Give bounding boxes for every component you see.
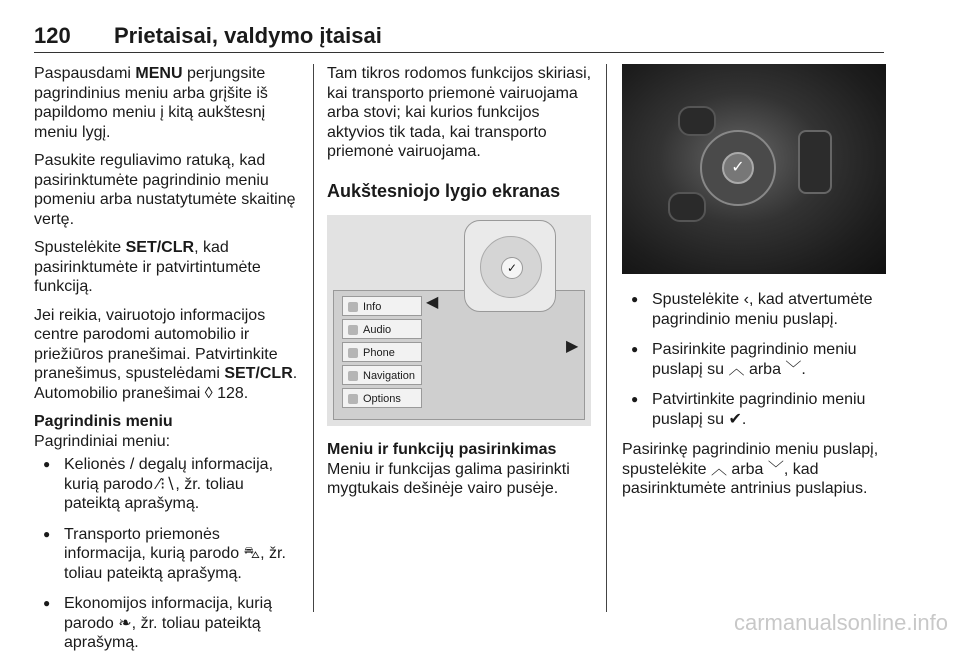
figure-menu-display <box>327 215 591 426</box>
column-divider-2 <box>606 64 607 612</box>
zoom-callout <box>464 220 556 312</box>
steering-dpad <box>700 130 776 206</box>
column-2 <box>327 64 595 508</box>
arrow-right-icon: ▶ <box>566 338 579 355</box>
paragraph-rotary: Pasukite reguliavimo ratuką, kad pasirinktumėte pagrindinio meniu pomeniu arba nustatytumėte skaitinę vertę. <box>34 152 296 228</box>
menu-item-audio: Audio <box>342 319 422 339</box>
steering-instructions-list <box>622 290 890 429</box>
column-3 <box>622 64 890 508</box>
paragraph-driving: Tam tikros rodomos funkcijos skiriasi, kai transporto priemonė vairuojama arba stovi; kai kurios funkcijos aktyvios tik tada, kai transporto priemonė vairuojama. <box>327 65 592 160</box>
page-header <box>34 23 884 55</box>
list-item: ● Transporto priemonės informacija, kurią parodo ⛍, žr. toliau pateiktą aprašymą. <box>34 525 302 584</box>
menu-item-navigation: Navigation <box>342 365 422 385</box>
paragraph-subpages: Pasirinkę pagrindinio meniu puslapį, spustelėkite ︿ arba ﹀, kad pasirinktumėte antrinius puslapius. <box>622 441 879 497</box>
header-rule <box>34 52 884 53</box>
column-divider-1 <box>313 64 314 612</box>
wheel-button-bottom <box>668 192 706 222</box>
paragraph-set-clr: Spustelėkite SET/CLR, kad pasirinktumėte ir patvirtintumėte funkciją. <box>34 239 261 295</box>
figure-caption-text: Meniu ir funkcijas galima pasirinkti mygtukais dešinėje vairo pusėje. <box>327 460 570 497</box>
volume-slider <box>798 130 832 194</box>
main-menu-list <box>34 455 302 653</box>
chapter-title: Prietaisai, valdymo įtaisai <box>114 23 382 48</box>
paragraph-messages: Jei reikia, vairuotojo informacijos centre parodomi automobilio ir priežiūros pranešimai. Patvirtinkite pranešimus, spustelėdami SET/CLR. Automobilio pranešimai ◊ 128. <box>34 306 298 402</box>
menu-item-phone: Phone <box>342 342 422 362</box>
section-head-upper-display: Aukštesniojo lygio ekranas <box>327 180 561 201</box>
column-1 <box>34 64 302 664</box>
list-item: ● Patvirtinkite pagrindinio meniu puslapį su ✔. <box>622 390 890 429</box>
check-icon: ✓ <box>722 152 754 184</box>
page-number: 120 <box>34 23 71 48</box>
paragraph-menu-button: Paspausdami MENU perjungsite pagrindinius meniu arba grįšite iš papildomo meniu į kitą aukštesnį meniu lygį. <box>34 65 268 141</box>
subhead-main-menu: Pagrindinis meniu <box>34 413 173 430</box>
list-item: ● Pasirinkite pagrindinio meniu puslapį su ︿ arba ﹀. <box>622 340 890 379</box>
figure-caption-title: Meniu ir funkcijų pasirinkimas <box>327 441 557 458</box>
list-item: ● Kelionės / degalų informacija, kurią parodo ⁄⁝∖, žr. toliau pateiktą aprašymą. <box>34 455 302 514</box>
menu-item-options: Options <box>342 388 422 408</box>
wheel-button-top <box>678 106 716 136</box>
watermark: carmanualsonline.info <box>733 610 948 635</box>
dpad-illustration <box>480 236 542 298</box>
check-icon: ✓ <box>501 257 523 279</box>
main-menu-intro: Pagrindiniai meniu: <box>34 432 171 450</box>
list-item: ● Spustelėkite ‹, kad atvertumėte pagrindinio meniu puslapį. <box>622 290 890 329</box>
photo-steering-controls <box>622 64 886 274</box>
arrow-left-icon: ◀ <box>426 294 439 311</box>
list-item: ● Ekonomijos informacija, kurią parodo ❧, žr. toliau pateiktą aprašymą. <box>34 594 302 653</box>
menu-item-info: Info <box>342 296 422 316</box>
